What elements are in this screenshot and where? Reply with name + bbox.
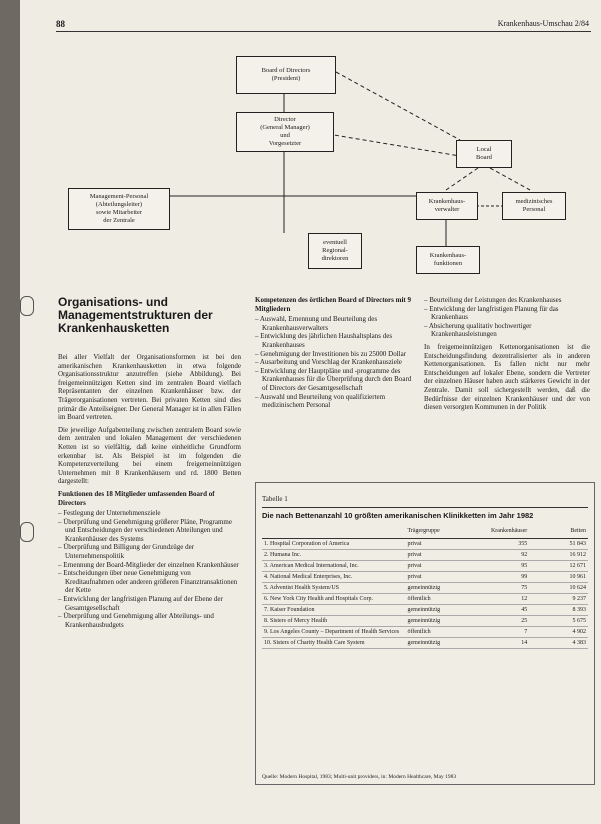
hospital-admin-line-2: verwalter <box>434 206 460 213</box>
column-header <box>262 527 405 539</box>
table-cell: 6. New York City Health and Hospitals Corp. <box>262 594 405 605</box>
table-cell: 9 237 <box>529 594 588 605</box>
board-of-directors-box <box>236 56 336 94</box>
hospital-admin-line-1: Krankenhaus- <box>428 198 466 205</box>
binder-clip <box>20 522 34 542</box>
local-board-box <box>456 140 512 168</box>
management-line-3: sowie Mitarbeiter <box>95 209 143 216</box>
management-line-2: (Abteilungsleiter) <box>95 201 143 208</box>
medical-staff-box <box>502 192 566 220</box>
local-board-list-continued <box>424 296 590 339</box>
table-cell: 92 <box>471 550 530 561</box>
page-number: 88 <box>56 19 65 29</box>
column-header: Krankenhäuser <box>471 527 530 539</box>
table-row <box>262 561 588 572</box>
management-line-4: der Zentrale <box>103 217 135 224</box>
table-cell: 7 <box>471 627 530 638</box>
table-cell: 4 383 <box>529 638 588 649</box>
table-cell: 10. Sisters of Charity Health Care System <box>262 638 405 649</box>
list-item: – Entwicklung der Hauptpläne und -programme des Krankenhauses für die Überprüfung durch den Board of Directors der Gesamtgesellschaft <box>262 367 417 393</box>
table-cell: 45 <box>471 605 530 616</box>
medical-staff-line-2: Personal <box>522 206 546 213</box>
table-cell: 12 <box>471 594 530 605</box>
right-column <box>424 296 590 416</box>
local-board-heading: Kompetenzen des örtlichen Board of Directors mit 9 Mitgliedern <box>255 296 411 313</box>
table-row <box>262 605 588 616</box>
table-rule <box>262 507 588 508</box>
list-item: – Beurteilung der Leistungen des Krankenhauses <box>431 296 590 305</box>
middle-column <box>255 296 417 410</box>
table-cell: 75 <box>471 583 530 594</box>
table-cell: 14 <box>471 638 530 649</box>
list-item: – Überprüfung und Genehmigung aller Abteilungs- und Krankenhausbudgets <box>65 612 241 629</box>
table-cell: privat <box>405 550 470 561</box>
hospital-functions-line-2: funktionen <box>433 260 463 267</box>
table-header-row <box>262 527 588 539</box>
list-item: – Absicherung qualitativ hochwertiger Krankenhausleistungen <box>431 322 590 339</box>
list-item: – Überprüfung und Genehmigung größerer Pläne, Programme und Entscheidungen der verschiedenen Abteilungen und Krankenhäuser des Systems <box>65 518 241 544</box>
table-cell: privat <box>405 572 470 583</box>
regional-line-2: Regional- <box>322 247 348 254</box>
board-label: Board of Directors (President) <box>261 67 311 82</box>
page <box>20 0 601 824</box>
list-item: – Genehmigung der Investitionen bis zu 25000 Dollar <box>262 350 417 359</box>
table-row <box>262 627 588 638</box>
section-heading: Organisations- und Managementstrukturen der Krankenhausketten <box>58 295 213 335</box>
board-functions-list <box>58 509 241 629</box>
binder-clip <box>20 296 34 316</box>
hospital-functions-line-1: Krankenhaus- <box>429 252 467 259</box>
list-item: – Entwicklung der langfristigen Planung auf der Ebene der Gesamtgesellschaft <box>65 595 241 612</box>
table-row <box>262 616 588 627</box>
table-cell: 7. Kaiser Foundation <box>262 605 405 616</box>
table-row <box>262 638 588 649</box>
table-cell: 10 624 <box>529 583 588 594</box>
table-source: Quelle: Modern Hospital, 1983; Multi-unit providers, in: Modern Healthcare, May 1983 <box>262 774 457 780</box>
table-row <box>262 550 588 561</box>
local-board-list <box>255 315 417 410</box>
table-cell: 355 <box>471 539 530 550</box>
table-cell: 8. Sisters of Mercy Health <box>262 616 405 627</box>
table-cell: 95 <box>471 561 530 572</box>
table-cell: 3. American Medical International, Inc. <box>262 561 405 572</box>
table-cell: 2. Humana Inc. <box>262 550 405 561</box>
table-cell: gemeinnützig <box>405 605 470 616</box>
list-item: – Festlegung der Unternehmensziele <box>65 509 241 518</box>
table-cell: privat <box>405 539 470 550</box>
director-line-1: Director <box>274 116 296 123</box>
list-item: – Entwicklung des jährlichen Haushaltsplans des Krankenhauses <box>262 332 417 349</box>
management-line-1: Management-Personal <box>89 193 149 200</box>
regional-line-1: eventuell <box>323 239 347 246</box>
table-cell: gemeinnützig <box>405 616 470 627</box>
running-title: Krankenhaus-Umschau 2/84 <box>497 19 589 28</box>
column-header: Betten <box>529 527 588 539</box>
table-1-box <box>255 482 595 785</box>
regional-line-3: direktoren <box>321 255 349 262</box>
list-item: – Überprüfung und Billigung der Grundzüge der Unternehmenspolitik <box>65 543 241 560</box>
director-line-4: Vorgesetzter <box>268 140 302 147</box>
management-staff-box <box>68 188 170 230</box>
list-item: – Ausarbeitung und Vorschlag der Krankenhausziele <box>262 358 417 367</box>
list-item: – Auswahl und Beurteilung von qualifiziertem medizinischem Personal <box>262 393 417 410</box>
local-board-line-1: Local <box>476 146 492 153</box>
table-cell: öffentlich <box>405 627 470 638</box>
table-title: Die nach Bettenanzahl 10 größten amerikanischen Klinikketten im Jahr 1982 <box>262 511 534 520</box>
left-column <box>58 296 241 629</box>
local-board-line-2: Board <box>476 154 492 161</box>
regional-directors-box <box>308 233 362 269</box>
table-cell: 10 961 <box>529 572 588 583</box>
hospital-functions-box <box>416 246 480 274</box>
list-item: – Entscheidungen über neue Genehmigung von Kreditaufnahmen oder anderen größeren Finanztransaktionen der Kette <box>65 569 241 595</box>
table-cell: 4. National Medical Enterprises, Inc. <box>262 572 405 583</box>
list-item: – Entwicklung der langfristigen Planung für das Krankenhaus <box>431 305 590 322</box>
body-paragraph-3: In freigemeinnützigen Kettenorganisationen ist die Entscheidungsfindung dezentralisierter als in anderen Kettenorganisationen. Es fallen nicht nur mehr Entscheidungen auf lokaler Ebene, sondern die Vertreter der einzelnen Häuser haben auch stärkeres Gewicht in der Zentrale. Damit soll sichergestellt werden, daß die Bedürfnisse der einzelnen Krankenhäuser und der von diesen versorgten Kommunen in der Politik <box>424 342 590 412</box>
table-cell: 1. Hospital Corporation of America <box>262 539 405 550</box>
table-cell: öffentlich <box>405 594 470 605</box>
board-functions-heading: Funktionen des 18 Mitglieder umfassenden Board of Directors <box>58 489 215 507</box>
table-cell: 5 675 <box>529 616 588 627</box>
table-cell: 16 912 <box>529 550 588 561</box>
hospital-chains-table <box>262 527 588 649</box>
table-row <box>262 572 588 583</box>
table-cell: gemeinnützig <box>405 583 470 594</box>
director-box <box>236 112 334 152</box>
column-header: Trägergruppe <box>405 527 470 539</box>
table-row <box>262 539 588 550</box>
table-caption: Tabelle 1 <box>262 495 288 503</box>
table-cell: 8 393 <box>529 605 588 616</box>
director-line-2: (General Manager) <box>260 124 310 131</box>
body-paragraph-1: Bei aller Vielfalt der Organisationsformen ist bei den amerikanischen Krankenhausketten in etwa folgende Organisationsstruktur anzutreffen (siehe Abbildung). Bei freigemeinnützigen Ketten sind im zentralen Board vielfach Repräsentanten der einzelnen Krankenhäuser bzw. der Trägerorganisationen vertreten. Bei privaten Ketten sind dies primär die Anteilseigner. Der General Manager ist in allen Fällen im Board vertreten. <box>58 353 241 422</box>
table-row <box>262 583 588 594</box>
director-line-3: und <box>280 132 290 139</box>
medical-staff-line-1: medizinisches <box>515 198 553 205</box>
list-item: – Ernennung der Board-Mitglieder der einzelnen Krankenhäuser <box>65 561 241 570</box>
table-cell: privat <box>405 561 470 572</box>
table-cell: 99 <box>471 572 530 583</box>
table-cell: 12 671 <box>529 561 588 572</box>
table-row <box>262 594 588 605</box>
table-cell: gemeinnützig <box>405 638 470 649</box>
table-cell: 25 <box>471 616 530 627</box>
list-item: – Auswahl, Ernennung und Beurteilung des Krankenhausverwalters <box>262 315 417 332</box>
table-cell: 51 843 <box>529 539 588 550</box>
table-cell: 9. Los Angeles County – Department of Health Services <box>262 627 405 638</box>
table-cell: 4 902 <box>529 627 588 638</box>
body-paragraph-2: Die jeweilige Aufgabenteilung zwischen zentralem Board sowie dem zentralen und lokalen Management der verschiedenen Ketten ist so vielfältig, daß keine einheitliche Grundform erkennbar ist. Als Beispiel ist im folgenden die Kompetenzverteilung bei einem freigemeinnützigen Unternehmen mit 8 Krankenhäusern und rd. 1800 Betten dargestellt: <box>58 425 241 486</box>
table-cell: 5. Adventist Health System/US <box>262 583 405 594</box>
hospital-administrator-box <box>416 192 478 220</box>
